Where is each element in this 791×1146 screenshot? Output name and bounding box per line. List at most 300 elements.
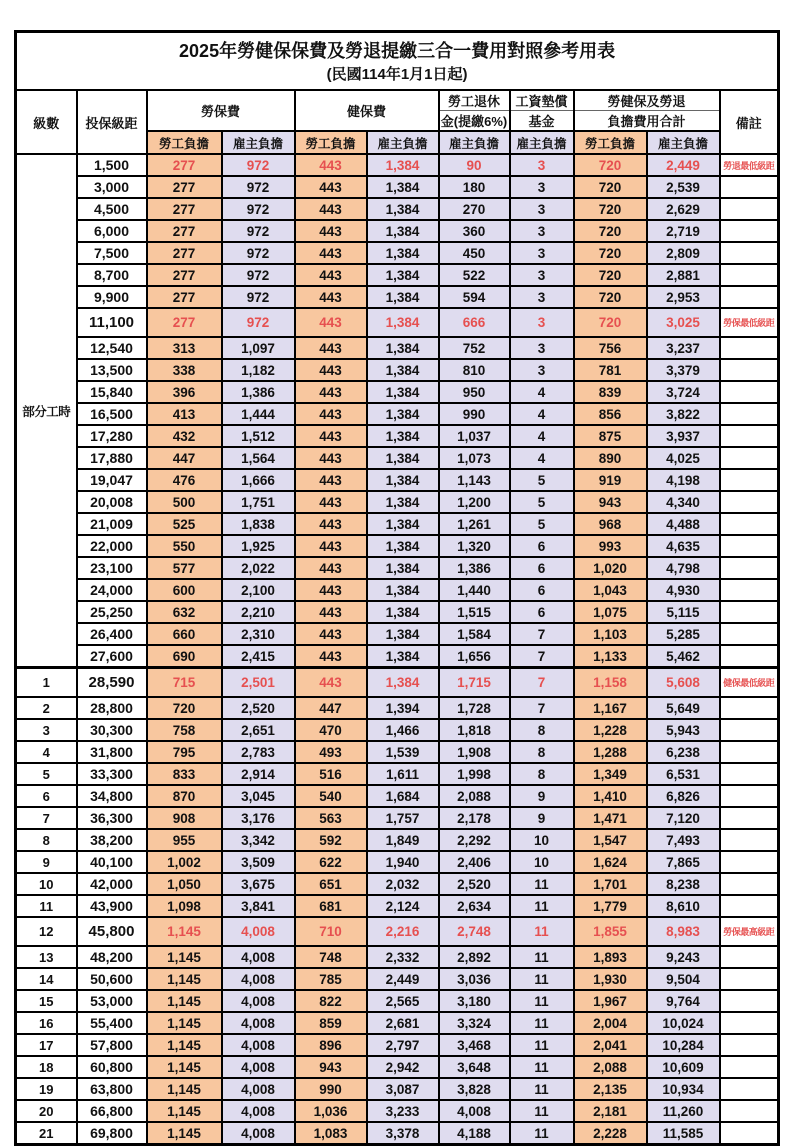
cell-pension-employer: 3,468: [439, 1034, 510, 1056]
cell-pension-employer: 2,088: [439, 785, 510, 807]
cell-wage-fund-employer: 6: [510, 601, 574, 623]
cell-health-employer: 3,378: [367, 1122, 439, 1145]
cell-labor-employer: 2,914: [222, 763, 295, 785]
cell-total-employee: 1,349: [574, 763, 647, 785]
table-row: [16, 1012, 779, 1034]
cell-health-employee: 443: [295, 623, 367, 645]
cell-health-employer: 2,449: [367, 968, 439, 990]
cell-labor-employer: 3,176: [222, 807, 295, 829]
cell-wage-fund-employer: 11: [510, 1034, 574, 1056]
cell-wage-fund-employer: 8: [510, 763, 574, 785]
cell-total-employee: 1,967: [574, 990, 647, 1012]
cell-level: 6: [16, 785, 77, 807]
cell-labor-employer: 2,783: [222, 741, 295, 763]
cell-health-employee: 493: [295, 741, 367, 763]
premium-table: [14, 30, 780, 1146]
cell-labor-employee: 277: [147, 154, 222, 176]
cell-health-employee: 443: [295, 491, 367, 513]
cell-note: [720, 491, 779, 513]
cell-health-employer: 2,032: [367, 873, 439, 895]
table-row: [16, 645, 779, 668]
cell-labor-employer: 3,045: [222, 785, 295, 807]
cell-note: [720, 895, 779, 917]
cell-total-employer: 2,449: [647, 154, 720, 176]
table-row: [16, 601, 779, 623]
cell-total-employer: 9,504: [647, 968, 720, 990]
cell-wage-fund-employer: 11: [510, 917, 574, 946]
cell-total-employee: 943: [574, 491, 647, 513]
cell-health-employee: 710: [295, 917, 367, 946]
cell-pension-employer: 2,520: [439, 873, 510, 895]
cell-labor-employer: 2,210: [222, 601, 295, 623]
table-row: [16, 623, 779, 645]
cell-note: [720, 807, 779, 829]
cell-pension-employer: 1,143: [439, 469, 510, 491]
cell-total-employer: 2,539: [647, 176, 720, 198]
cell-note: [720, 579, 779, 601]
cell-labor-employer: 1,182: [222, 359, 295, 381]
cell-bracket: 55,400: [77, 1012, 147, 1034]
cell-total-employer: 3,025: [647, 308, 720, 337]
cell-health-employer: 1,384: [367, 308, 439, 337]
cell-wage-fund-employer: 7: [510, 645, 574, 668]
cell-wage-fund-employer: 3: [510, 337, 574, 359]
cell-labor-employer: 4,008: [222, 1034, 295, 1056]
cell-pension-employer: 90: [439, 154, 510, 176]
table-row: [16, 198, 779, 220]
cell-labor-employer: 972: [222, 308, 295, 337]
cell-note: [720, 176, 779, 198]
cell-labor-employee: 1,145: [147, 990, 222, 1012]
cell-wage-fund-employer: 3: [510, 308, 574, 337]
cell-wage-fund-employer: 4: [510, 425, 574, 447]
cell-health-employer: 2,216: [367, 917, 439, 946]
cell-health-employee: 681: [295, 895, 367, 917]
cell-wage-fund-employer: 4: [510, 381, 574, 403]
cell-health-employer: 1,384: [367, 154, 439, 176]
cell-pension-employer: 990: [439, 403, 510, 425]
cell-wage-fund-employer: 6: [510, 535, 574, 557]
cell-health-employee: 443: [295, 381, 367, 403]
table-row: [16, 917, 779, 946]
cell-labor-employee: 1,145: [147, 946, 222, 968]
cell-labor-employer: 1,097: [222, 337, 295, 359]
table-row: [16, 1034, 779, 1056]
cell-pension-employer: 4,008: [439, 1100, 510, 1122]
cell-note: [720, 242, 779, 264]
cell-total-employee: 720: [574, 308, 647, 337]
cell-note: 勞退最低級距: [720, 154, 779, 176]
subheader-labor-employer: 雇主負擔: [222, 131, 295, 154]
cell-health-employee: 592: [295, 829, 367, 851]
cell-labor-employer: 972: [222, 176, 295, 198]
cell-health-employer: 1,384: [367, 359, 439, 381]
cell-note: [720, 645, 779, 668]
cell-wage-fund-employer: 3: [510, 359, 574, 381]
cell-bracket: 63,800: [77, 1078, 147, 1100]
cell-health-employer: 1,384: [367, 535, 439, 557]
cell-level: 1: [16, 668, 77, 698]
cell-total-employee: 968: [574, 513, 647, 535]
cell-level: 5: [16, 763, 77, 785]
cell-bracket: 45,800: [77, 917, 147, 946]
cell-pension-employer: 4,188: [439, 1122, 510, 1145]
cell-health-employer: 1,384: [367, 264, 439, 286]
table-row: [16, 535, 779, 557]
cell-note: [720, 1100, 779, 1122]
cell-labor-employer: 3,509: [222, 851, 295, 873]
cell-note: [720, 785, 779, 807]
table-row: [16, 668, 779, 698]
cell-bracket: 20,008: [77, 491, 147, 513]
table-row: [16, 990, 779, 1012]
subheader-health-employer: 雇主負擔: [367, 131, 439, 154]
subheader-labor-employee: 勞工負擔: [147, 131, 222, 154]
cell-health-employer: 1,384: [367, 579, 439, 601]
cell-labor-employee: 447: [147, 447, 222, 469]
cell-level: 12: [16, 917, 77, 946]
cell-pension-employer: 1,386: [439, 557, 510, 579]
cell-labor-employee: 277: [147, 198, 222, 220]
cell-health-employer: 3,087: [367, 1078, 439, 1100]
cell-health-employee: 990: [295, 1078, 367, 1100]
cell-total-employer: 9,243: [647, 946, 720, 968]
cell-health-employee: 748: [295, 946, 367, 968]
table-row: [16, 308, 779, 337]
cell-labor-employee: 1,145: [147, 1034, 222, 1056]
cell-wage-fund-employer: 3: [510, 220, 574, 242]
cell-note: [720, 601, 779, 623]
cell-total-employer: 4,798: [647, 557, 720, 579]
cell-wage-fund-employer: 3: [510, 176, 574, 198]
cell-pension-employer: 752: [439, 337, 510, 359]
cell-wage-fund-employer: 11: [510, 1078, 574, 1100]
cell-labor-employer: 1,444: [222, 403, 295, 425]
cell-health-employee: 443: [295, 645, 367, 668]
cell-note: [720, 425, 779, 447]
cell-labor-employee: 1,145: [147, 1056, 222, 1078]
col-header-labor-insurance: 勞保費: [147, 90, 295, 131]
cell-wage-fund-employer: 7: [510, 668, 574, 698]
cell-health-employee: 443: [295, 447, 367, 469]
table-row: [16, 895, 779, 917]
cell-wage-fund-employer: 9: [510, 785, 574, 807]
cell-total-employer: 2,809: [647, 242, 720, 264]
cell-pension-employer: 810: [439, 359, 510, 381]
cell-total-employer: 2,719: [647, 220, 720, 242]
cell-note: [720, 286, 779, 308]
cell-note: [720, 403, 779, 425]
table-row: [16, 1078, 779, 1100]
cell-wage-fund-employer: 5: [510, 469, 574, 491]
cell-health-employer: 1,539: [367, 741, 439, 763]
cell-wage-fund-employer: 11: [510, 990, 574, 1012]
cell-health-employee: 443: [295, 469, 367, 491]
cell-bracket: 60,800: [77, 1056, 147, 1078]
cell-pension-employer: 1,715: [439, 668, 510, 698]
cell-pension-employer: 3,036: [439, 968, 510, 990]
cell-total-employee: 993: [574, 535, 647, 557]
cell-health-employer: 1,940: [367, 851, 439, 873]
cell-total-employee: 1,167: [574, 697, 647, 719]
cell-wage-fund-employer: 8: [510, 741, 574, 763]
cell-labor-employee: 577: [147, 557, 222, 579]
cell-total-employer: 3,724: [647, 381, 720, 403]
cell-bracket: 27,600: [77, 645, 147, 668]
cell-pension-employer: 666: [439, 308, 510, 337]
cell-health-employee: 859: [295, 1012, 367, 1034]
cell-health-employee: 443: [295, 154, 367, 176]
cell-pension-employer: 1,656: [439, 645, 510, 668]
col-header-pension-line1: 勞工退休: [439, 90, 510, 111]
cell-health-employer: 1,684: [367, 785, 439, 807]
cell-total-employee: 856: [574, 403, 647, 425]
cell-labor-employee: 1,145: [147, 968, 222, 990]
table-row: [16, 264, 779, 286]
cell-note: 勞保最高級距: [720, 917, 779, 946]
cell-pension-employer: 360: [439, 220, 510, 242]
cell-total-employee: 2,004: [574, 1012, 647, 1034]
cell-bracket: 17,880: [77, 447, 147, 469]
cell-labor-employer: 1,564: [222, 447, 295, 469]
table-row: [16, 447, 779, 469]
table-body: [16, 154, 779, 1145]
cell-total-employee: 839: [574, 381, 647, 403]
cell-labor-employer: 972: [222, 286, 295, 308]
cell-health-employee: 1,083: [295, 1122, 367, 1145]
cell-wage-fund-employer: 11: [510, 968, 574, 990]
cell-bracket: 13,500: [77, 359, 147, 381]
cell-health-employee: 443: [295, 337, 367, 359]
cell-total-employer: 3,822: [647, 403, 720, 425]
cell-level: 8: [16, 829, 77, 851]
cell-health-employer: 1,384: [367, 198, 439, 220]
cell-note: [720, 220, 779, 242]
cell-pension-employer: 2,292: [439, 829, 510, 851]
cell-pension-employer: 1,515: [439, 601, 510, 623]
cell-bracket: 3,000: [77, 176, 147, 198]
cell-labor-employee: 1,145: [147, 917, 222, 946]
cell-pension-employer: 1,908: [439, 741, 510, 763]
cell-level: 10: [16, 873, 77, 895]
cell-labor-employer: 3,841: [222, 895, 295, 917]
cell-total-employee: 1,288: [574, 741, 647, 763]
cell-health-employee: 563: [295, 807, 367, 829]
table-row: [16, 1100, 779, 1122]
cell-total-employer: 2,953: [647, 286, 720, 308]
cell-labor-employer: 4,008: [222, 1056, 295, 1078]
cell-total-employer: 7,120: [647, 807, 720, 829]
cell-health-employer: 2,565: [367, 990, 439, 1012]
table-row: [16, 829, 779, 851]
cell-total-employee: 1,893: [574, 946, 647, 968]
cell-note: [720, 381, 779, 403]
cell-health-employee: 896: [295, 1034, 367, 1056]
cell-pension-employer: 2,748: [439, 917, 510, 946]
cell-note: [720, 557, 779, 579]
cell-pension-employer: 950: [439, 381, 510, 403]
cell-total-employee: 2,228: [574, 1122, 647, 1145]
cell-health-employee: 443: [295, 668, 367, 698]
cell-total-employee: 1,547: [574, 829, 647, 851]
cell-total-employer: 7,865: [647, 851, 720, 873]
cell-total-employee: 2,135: [574, 1078, 647, 1100]
cell-pension-employer: 180: [439, 176, 510, 198]
cell-labor-employer: 1,925: [222, 535, 295, 557]
cell-level: 7: [16, 807, 77, 829]
cell-level: 11: [16, 895, 77, 917]
cell-labor-employee: 955: [147, 829, 222, 851]
cell-total-employee: 1,855: [574, 917, 647, 946]
cell-total-employer: 10,934: [647, 1078, 720, 1100]
cell-health-employer: 2,332: [367, 946, 439, 968]
part-time-label: 部分工時: [16, 154, 77, 668]
cell-wage-fund-employer: 8: [510, 719, 574, 741]
cell-bracket: 12,540: [77, 337, 147, 359]
cell-total-employee: 1,471: [574, 807, 647, 829]
cell-pension-employer: 1,818: [439, 719, 510, 741]
cell-total-employer: 5,649: [647, 697, 720, 719]
cell-total-employer: 4,198: [647, 469, 720, 491]
cell-pension-employer: 1,320: [439, 535, 510, 557]
cell-note: [720, 1034, 779, 1056]
subheader-pension-employer: 雇主負擔: [439, 131, 510, 154]
cell-labor-employer: 4,008: [222, 1100, 295, 1122]
cell-pension-employer: 1,261: [439, 513, 510, 535]
cell-health-employee: 443: [295, 535, 367, 557]
cell-wage-fund-employer: 10: [510, 829, 574, 851]
table-row: [16, 176, 779, 198]
cell-bracket: 11,100: [77, 308, 147, 337]
cell-bracket: 48,200: [77, 946, 147, 968]
cell-health-employee: 447: [295, 697, 367, 719]
cell-labor-employee: 277: [147, 264, 222, 286]
cell-health-employee: 443: [295, 308, 367, 337]
cell-pension-employer: 3,180: [439, 990, 510, 1012]
cell-total-employer: 4,340: [647, 491, 720, 513]
cell-note: [720, 1056, 779, 1078]
cell-note: [720, 1122, 779, 1145]
cell-level: 19: [16, 1078, 77, 1100]
cell-level: 9: [16, 851, 77, 873]
cell-wage-fund-employer: 11: [510, 1056, 574, 1078]
cell-total-employee: 756: [574, 337, 647, 359]
cell-health-employer: 1,384: [367, 513, 439, 535]
cell-labor-employee: 277: [147, 286, 222, 308]
cell-health-employer: 1,394: [367, 697, 439, 719]
cell-pension-employer: 1,037: [439, 425, 510, 447]
table-row: [16, 785, 779, 807]
cell-note: [720, 337, 779, 359]
cell-total-employee: 875: [574, 425, 647, 447]
cell-bracket: 66,800: [77, 1100, 147, 1122]
cell-labor-employee: 1,145: [147, 1078, 222, 1100]
cell-labor-employee: 1,002: [147, 851, 222, 873]
cell-total-employer: 11,260: [647, 1100, 720, 1122]
cell-labor-employee: 550: [147, 535, 222, 557]
cell-total-employer: 5,608: [647, 668, 720, 698]
col-header-wage-fund-line1: 工資墊償: [510, 90, 574, 111]
cell-labor-employer: 4,008: [222, 1078, 295, 1100]
cell-labor-employer: 3,342: [222, 829, 295, 851]
cell-level: 18: [16, 1056, 77, 1078]
cell-total-employer: 5,462: [647, 645, 720, 668]
cell-wage-fund-employer: 5: [510, 491, 574, 513]
cell-health-employer: 1,384: [367, 645, 439, 668]
cell-bracket: 43,900: [77, 895, 147, 917]
cell-health-employer: 1,384: [367, 668, 439, 698]
cell-health-employee: 1,036: [295, 1100, 367, 1122]
table-row: [16, 220, 779, 242]
cell-labor-employee: 795: [147, 741, 222, 763]
cell-total-employer: 3,237: [647, 337, 720, 359]
cell-total-employer: 11,585: [647, 1122, 720, 1145]
cell-wage-fund-employer: 4: [510, 403, 574, 425]
cell-level: 21: [16, 1122, 77, 1145]
cell-bracket: 9,900: [77, 286, 147, 308]
cell-labor-employer: 972: [222, 264, 295, 286]
cell-total-employer: 4,930: [647, 579, 720, 601]
cell-labor-employer: 2,520: [222, 697, 295, 719]
cell-total-employer: 9,764: [647, 990, 720, 1012]
cell-health-employee: 443: [295, 286, 367, 308]
cell-total-employer: 3,937: [647, 425, 720, 447]
cell-labor-employer: 4,008: [222, 1122, 295, 1145]
table-row: [16, 491, 779, 513]
cell-note: [720, 535, 779, 557]
cell-health-employer: 1,384: [367, 469, 439, 491]
cell-labor-employer: 2,501: [222, 668, 295, 698]
cell-total-employee: 1,133: [574, 645, 647, 668]
cell-pension-employer: 2,634: [439, 895, 510, 917]
cell-pension-employer: 1,728: [439, 697, 510, 719]
cell-health-employee: 470: [295, 719, 367, 741]
cell-labor-employee: 690: [147, 645, 222, 668]
cell-health-employee: 443: [295, 579, 367, 601]
cell-note: [720, 1078, 779, 1100]
cell-labor-employee: 338: [147, 359, 222, 381]
table-row: [16, 1056, 779, 1078]
cell-health-employer: 2,124: [367, 895, 439, 917]
page-title: 2025年勞健保保費及勞退提繳三合一費用對照參考用表: [179, 41, 616, 62]
cell-health-employee: 651: [295, 873, 367, 895]
cell-total-employee: 1,779: [574, 895, 647, 917]
cell-labor-employer: 1,751: [222, 491, 295, 513]
cell-note: [720, 469, 779, 491]
table-row: [16, 1122, 779, 1145]
cell-health-employer: 1,384: [367, 286, 439, 308]
cell-labor-employee: 396: [147, 381, 222, 403]
cell-health-employee: 443: [295, 601, 367, 623]
cell-note: [720, 719, 779, 741]
cell-total-employee: 1,075: [574, 601, 647, 623]
cell-total-employee: 1,020: [574, 557, 647, 579]
cell-note: [720, 264, 779, 286]
cell-total-employee: 919: [574, 469, 647, 491]
cell-wage-fund-employer: 11: [510, 873, 574, 895]
cell-health-employee: 443: [295, 198, 367, 220]
cell-total-employer: 5,115: [647, 601, 720, 623]
col-header-wage-fund-line2: 基金: [510, 111, 574, 132]
cell-wage-fund-employer: 3: [510, 286, 574, 308]
cell-wage-fund-employer: 3: [510, 198, 574, 220]
cell-note: [720, 623, 779, 645]
cell-health-employee: 516: [295, 763, 367, 785]
cell-note: [720, 851, 779, 873]
subheader-total-employer: 雇主負擔: [647, 131, 720, 154]
cell-note: [720, 990, 779, 1012]
cell-health-employer: 1,384: [367, 601, 439, 623]
